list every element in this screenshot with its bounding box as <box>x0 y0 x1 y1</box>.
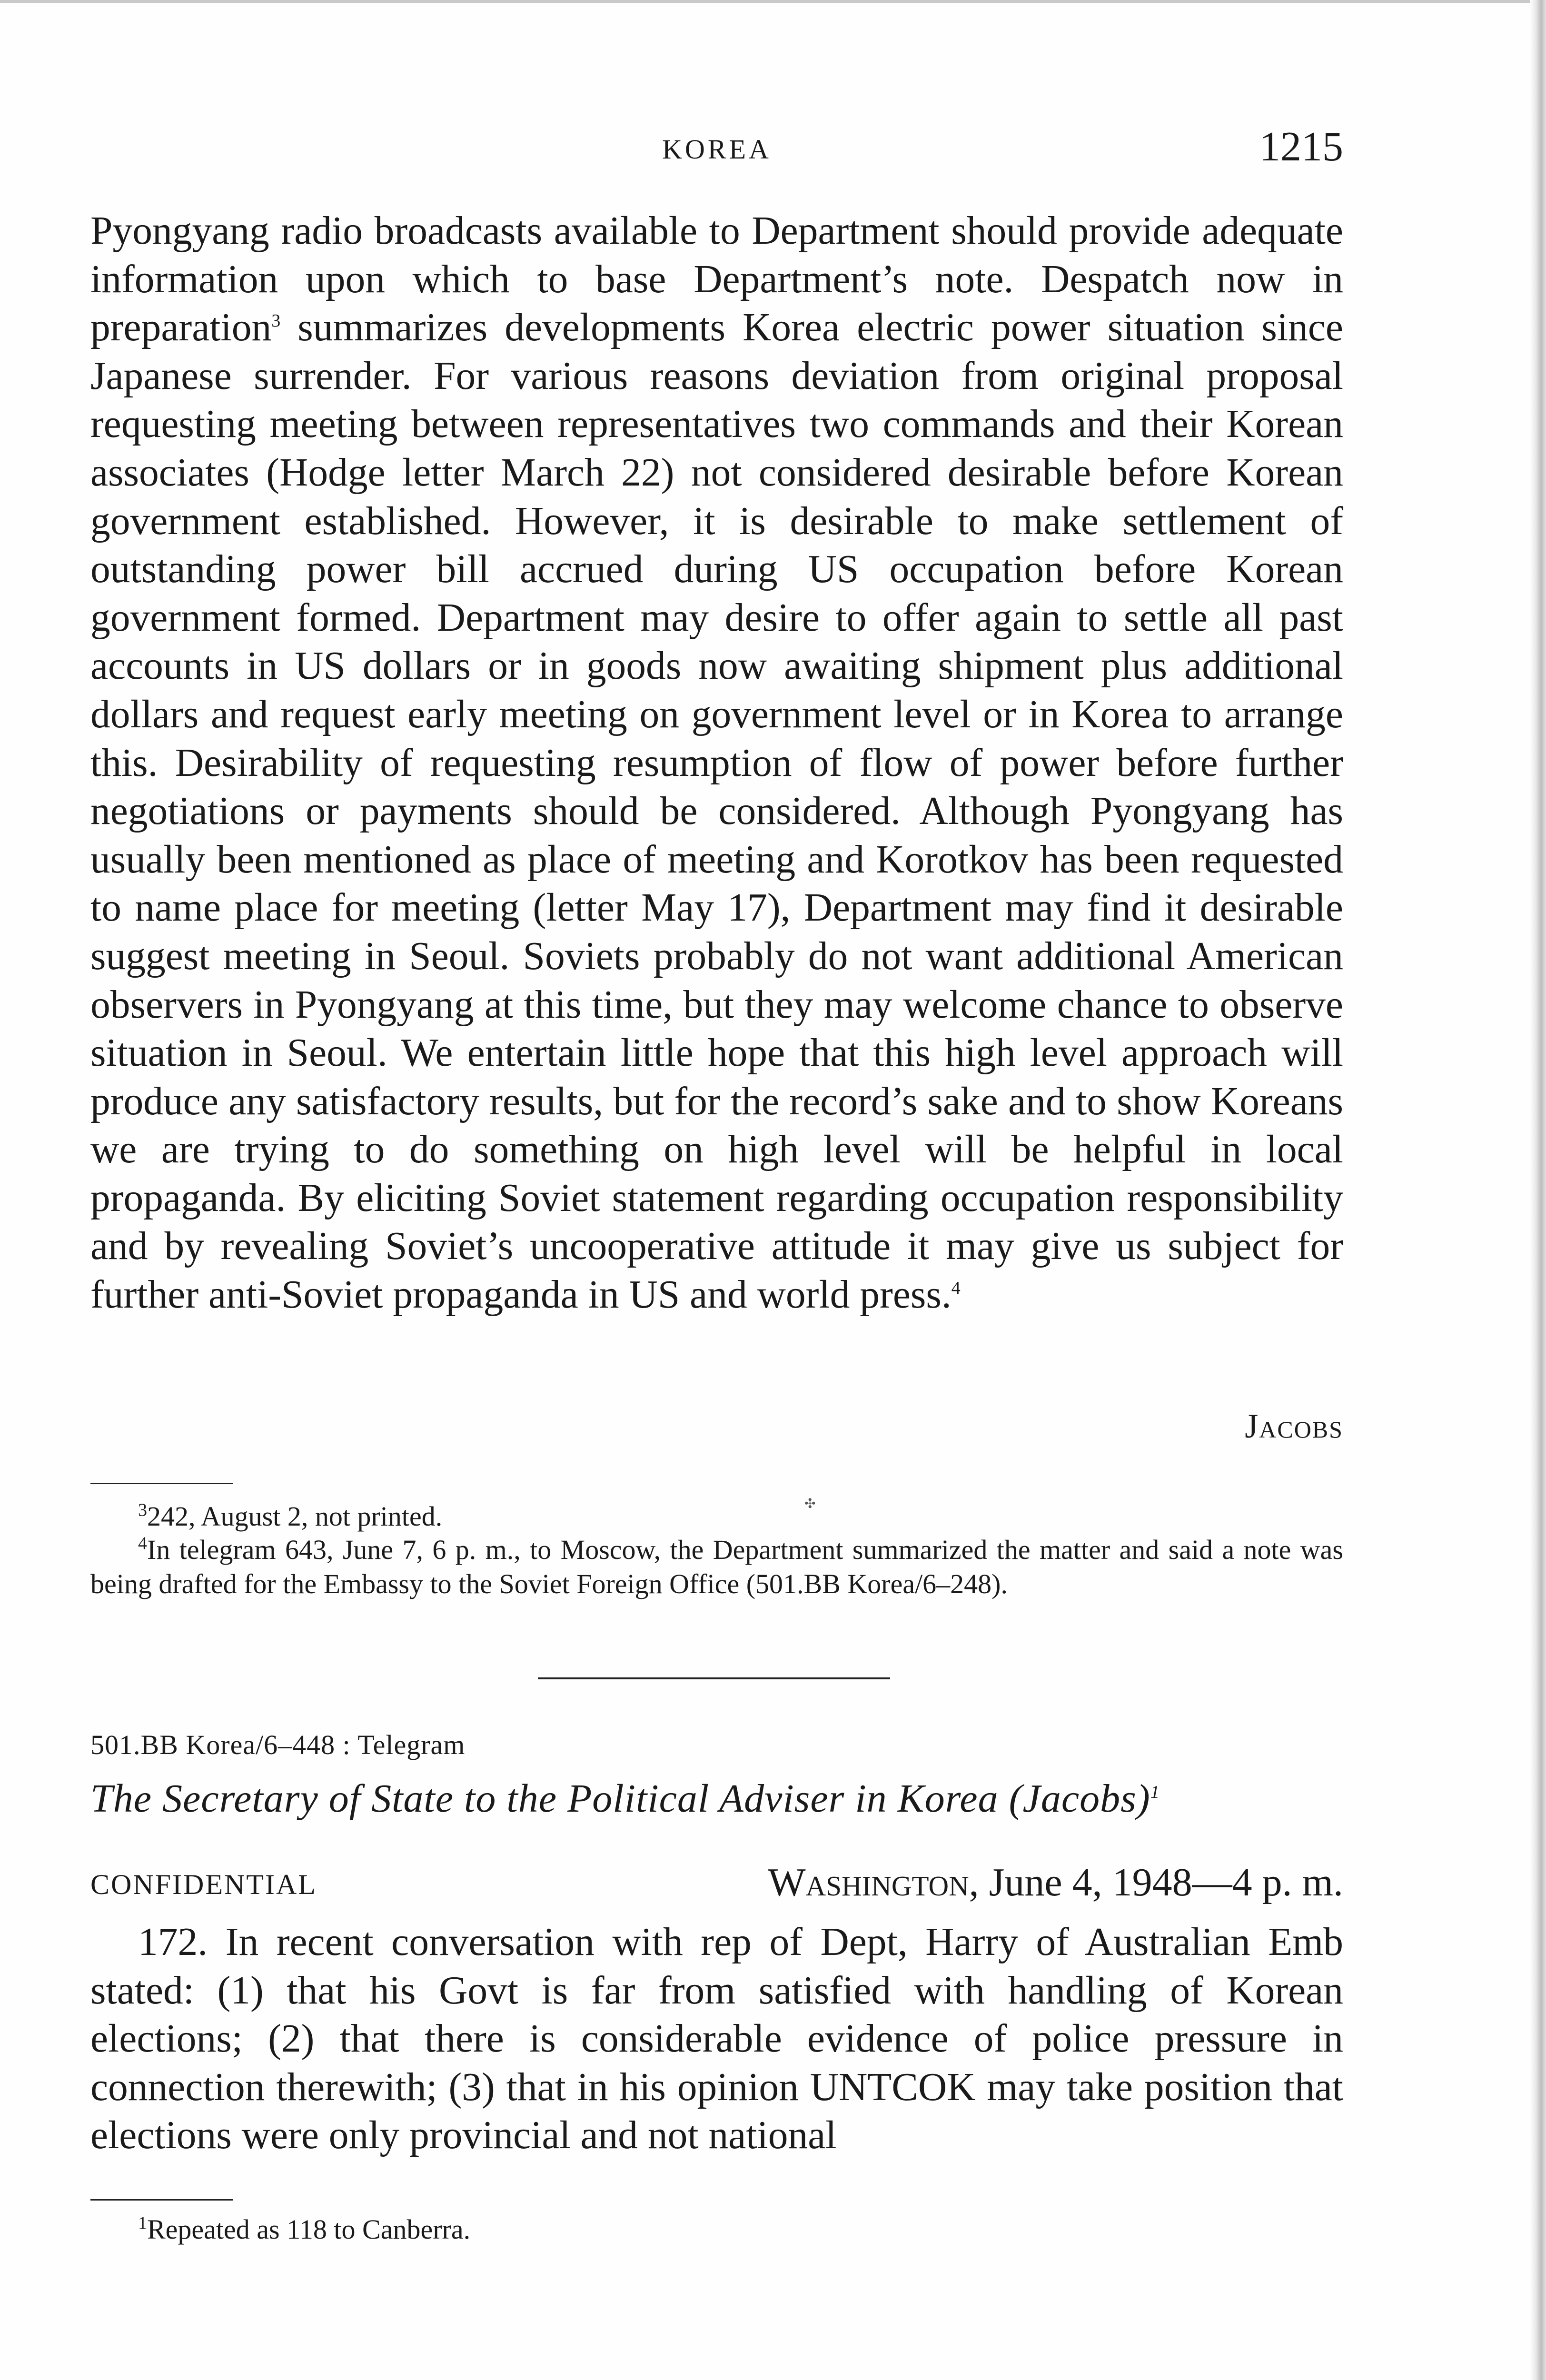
telegram-172-text: 172. In recent conversation with rep of Dept, Harry of Australian Emb stated: (1) that his Govt is far from satisfied with handling of Korean elections; (2) that there is considerable evidence of police pressure in connection therewith; (3) that in his opinion UNTCOK may take position that elections were only provincial and not national <box>90 1920 1343 2158</box>
footnote-ref-3: 3 <box>271 311 281 331</box>
dateline-date: June 4, 1948—4 p. m. <box>979 1860 1343 1904</box>
file-reference: 501.BB Korea/6–448 : Telegram <box>90 1729 466 1760</box>
footnote-3 <box>90 1499 1391 1534</box>
footnote-4 <box>90 1533 1343 1601</box>
footnote-rule-bottom <box>90 2199 233 2201</box>
classification-label: CONFIDENTIAL <box>90 1869 317 1900</box>
page-top-edge <box>0 0 1537 3</box>
footnote-ref-4: 4 <box>951 1278 961 1299</box>
paragraph-part-b: summarizes developments Korea electric power situation since Japanese surrender. For various reasons deviation from original proposal requesting meeting between representatives two commands and their Korean associates (Hodge letter March 22) not considered desirable before Korean government established. However, it is desirable to make settlement of outstanding power bill accrued during US occupation before Korean government formed. Department may desire to offer again to settle all past accounts in US dollars or in goods now awaiting shipment plus additional dollars and request early meeting on government level or in Korea to arrange this. Desirability of requesting resumption of flow of power before further negotiations or payments should be considered. Although Pyongyang has usually been mentioned as place of meeting and Korotkov has been requested to name place for meeting (letter May 17), Department may find it desirable suggest meeting in Seoul. Soviets probably do not want additional American observers in Pyongyang at this time, but they may welcome chance to observe situation in Seoul. We entertain little hope that this high level approach will produce any satisfactory results, but for the record’s sake and to show Koreans we are trying to do something on high level will be helpful in local propaganda. By eliciting Soviet statement regarding occupation responsibility and by revealing Soviet’s uncooperative attitude it may give us subject for further anti-Soviet propaganda in US and world press. <box>90 306 1343 1317</box>
stray-mark: ✣ <box>804 1497 816 1511</box>
footnote-text: Repeated as 118 to Canberra. <box>147 2214 471 2245</box>
footnote-1 <box>90 2212 1391 2247</box>
page-number: 1215 <box>1259 124 1343 170</box>
page-header <box>90 119 1343 171</box>
signature-jacobs: Jacobs <box>1245 1407 1343 1445</box>
paragraph-part-a: Pyongyang radio broadcasts available to Department should provide adequate information upon which to base Department’s note. Despatch now in preparation <box>90 209 1343 350</box>
document-title <box>90 1775 1343 1822</box>
running-head: KOREA <box>662 134 772 165</box>
footnote-text: 242, August 2, not printed. <box>147 1501 443 1532</box>
book-spine-shadow <box>1530 0 1546 2380</box>
section-divider <box>538 1677 890 1679</box>
footnote-mark: 3 <box>138 1500 147 1520</box>
footnote-mark: 4 <box>138 1533 147 1554</box>
document-title-text: The Secretary of State to the Political Adviser in Korea (Jacobs) <box>90 1776 1150 1821</box>
dateline <box>768 1859 1343 1905</box>
continued-telegram-text <box>90 207 1343 1319</box>
footnote-rule <box>90 1483 233 1484</box>
dateline-place: Washington, <box>768 1860 979 1904</box>
footnote-ref-1: 1 <box>1150 1782 1160 1802</box>
footnote-text: In telegram 643, June 7, 6 p. m., to Moscow, the Department summarized the matter and said a note was being drafted for the Embassy to the Soviet Foreign Office (501.BB Korea/6–248). <box>90 1534 1343 1599</box>
footnote-mark: 1 <box>138 2213 147 2233</box>
